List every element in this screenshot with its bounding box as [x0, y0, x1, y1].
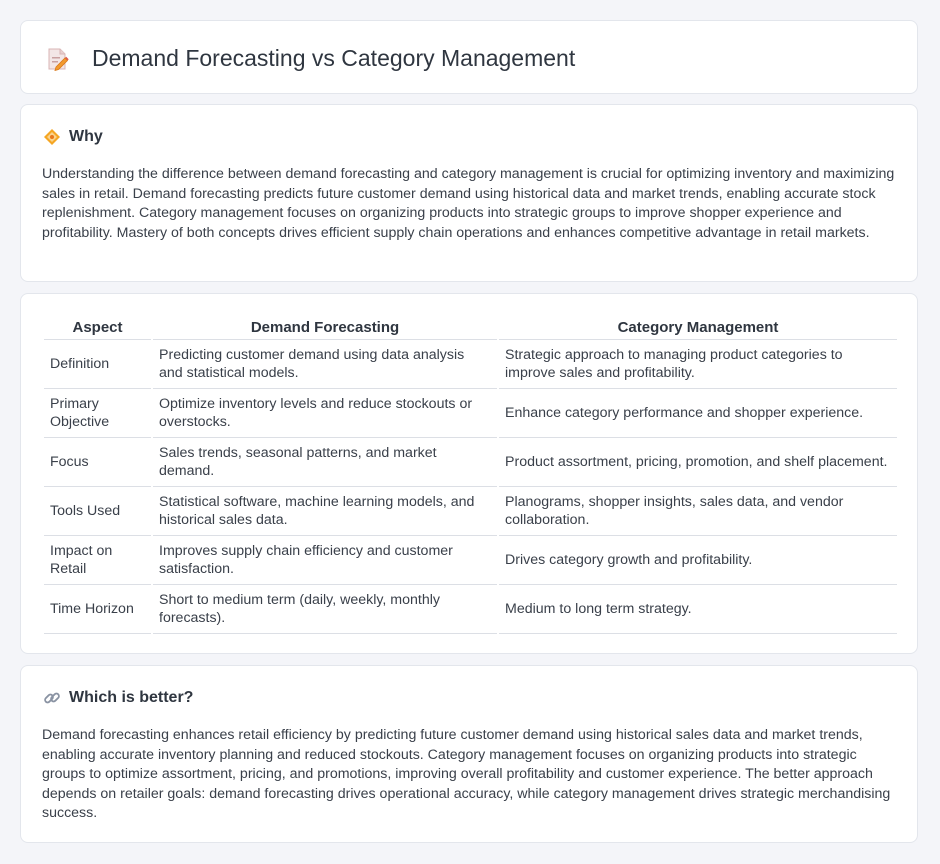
table-row [44, 585, 897, 634]
why-section [20, 104, 918, 282]
diamond-icon [43, 128, 61, 146]
table-row [44, 438, 897, 487]
aspect-cell: Impact on Retail [44, 536, 151, 585]
header-card [20, 20, 918, 94]
table-row [44, 487, 897, 536]
category-management-cell: Medium to long term strategy. [499, 585, 897, 634]
table-row [44, 536, 897, 585]
aspect-cell: Tools Used [44, 487, 151, 536]
category-management-cell: Product assortment, pricing, promotion, and shelf placement. [499, 438, 897, 487]
category-management-cell: Strategic approach to managing product categories to improve sales and profitability. [499, 340, 897, 389]
page-title: Demand Forecasting vs Category Management [92, 45, 576, 71]
demand-forecasting-cell: Sales trends, seasonal patterns, and market demand. [153, 438, 497, 487]
document-pencil-icon [47, 47, 69, 71]
category-management-cell: Planograms, shopper insights, sales data, and vendor collaboration. [499, 487, 897, 536]
comparison-section [20, 293, 918, 654]
aspect-cell: Focus [44, 438, 151, 487]
demand-forecasting-cell: Short to medium term (daily, weekly, monthly forecasts). [153, 585, 497, 634]
why-text: Understanding the difference between demand forecasting and category management is crucial for optimizing inventory and maximizing sales in retail. Demand forecasting predicts future customer demand using historical data and market trends, enabling accurate stock replenishment. Category management focuses on organizing products into strategic groups to improve shopper experience and profitability. Mastery of both concepts drives efficient supply chain operations and enhances competitive advantage in retail markets. [42, 166, 895, 241]
aspect-cell: Primary Objective [44, 389, 151, 438]
demand-forecasting-cell: Statistical software, machine learning models, and historical sales data. [153, 487, 497, 536]
aspect-cell: Time Horizon [44, 585, 151, 634]
header-category-management: Category Management [499, 316, 897, 340]
header-aspect: Aspect [44, 316, 151, 340]
why-heading [43, 126, 103, 148]
demand-forecasting-cell: Predicting customer demand using data analysis and statistical models. [153, 340, 497, 389]
category-management-cell: Drives category growth and profitability. [499, 536, 897, 585]
better-title: Which is better? [69, 689, 194, 706]
why-title: Why [69, 128, 103, 145]
better-text: Demand forecasting enhances retail efficiency by predicting future customer demand using historical sales data and market trends, enabling accurate inventory planning and reduced stockouts. Category management focuses on organizing products into strategic groups to optimize assortment, pricing, and promotions, improving overall profitability and customer experience. The better approach depends on retailer goals: demand forecasting drives operational accuracy, while category management drives strategic merchandising success. [42, 727, 891, 822]
table-header-row [44, 316, 897, 340]
category-management-cell: Enhance category performance and shopper experience. [499, 389, 897, 438]
link-icon [43, 689, 61, 707]
table-row [44, 340, 897, 389]
header-demand-forecasting: Demand Forecasting [153, 316, 497, 340]
table-row [44, 389, 897, 438]
demand-forecasting-cell: Optimize inventory levels and reduce stockouts or overstocks. [153, 389, 497, 438]
better-heading [43, 687, 193, 709]
aspect-cell: Definition [44, 340, 151, 389]
comparison-table [42, 316, 899, 634]
demand-forecasting-cell: Improves supply chain efficiency and customer satisfaction. [153, 536, 497, 585]
which-is-better-section [20, 665, 918, 843]
